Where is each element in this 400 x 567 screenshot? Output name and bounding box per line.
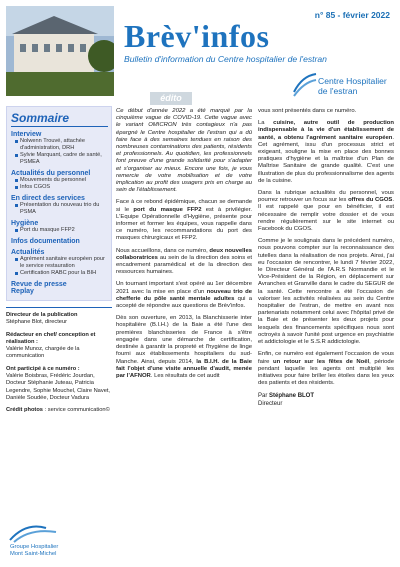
paragraph: Comme je le soulignais dans le précédent numéro, nous pouvons compter sur la reconnaissance des tutelles dans la réalisation de nos projets. Ainsi, j'ai eu l'occasion de rencontrer, le lundi 7 février 2022, le Directeur Général de l'A.R.S Normandie et le Vice-Président de la Région, en déplacement sur Avranches et Granville dans le cadre du SEGUR de la santé. Cette rencontre a été l'occasion de valoriser les activités réalisées au sein du Centre hospitalier de l'estran, de mettre en avant nos partenariats notamment celui avec l'hôpital privé de la Baie et de présenter les deux projets pour lesquels des financements spécifiques nous sont octroyés à savoir l'unité post urgence en psychiatrie et addictologie et le S.S.R addictologie. — [258, 238, 394, 346]
sidebar — [6, 106, 112, 516]
paragraph: Dans la rubrique actualités du personnel, vous pourrez retrouver un focus sur les offres du CGOS. Il est rappelé que pour en bénéficier, il est nécessaire de remplir votre dossier et de vous rendre régulièrement sur le site internet ou Facebook du CGOS. — [258, 190, 394, 233]
divider — [6, 307, 112, 308]
list-item: Agrément sanitaire européen pour le service restauration — [15, 256, 108, 270]
credit-director-name: Stéphane Blot, directeur — [6, 319, 68, 326]
paragraph: Face à ce rebond épidémique, chacun se demande si le port du masque FFP2 est à privilégier. L'Equipe Opérationnelle d'Hygiène, présente pour informer et former les équipes, vous rappelle dans ce numéro, les recommandations du port des masques chirurgicaux et FFP2. — [116, 199, 252, 242]
signature-role: Directeur — [258, 400, 283, 407]
logo-line2: de l'estran — [318, 86, 358, 96]
list-item: Présentation du nouveau trio du PSMA — [15, 202, 108, 216]
section-infos-documentation[interactable]: Infos documentation — [11, 238, 80, 245]
list-item: Port du masque FFP2 — [15, 227, 108, 234]
editorial-column-2 — [258, 108, 394, 408]
paragraph: Nous accueillons, dans ce numéro, deux nouvelles collaboratrices au sein de la direction des soins et encadrement paramédical et de la direction des ressources humaines. — [116, 247, 252, 276]
group-logo — [6, 520, 116, 562]
credit-photo-value: : service communication© — [44, 407, 110, 414]
credit-director-title: Directeur de la publication — [6, 312, 78, 318]
list-item: Certification RABC pour la BIH — [15, 270, 108, 277]
bulletin-subtitle: Bulletin d'information du Centre hospitalier de l'estran — [124, 54, 327, 64]
editorial-column-1 — [116, 108, 252, 385]
credit-contributors-title: Ont participé à ce numéro : — [6, 365, 80, 372]
signature-name: Stéphane BLOT — [269, 393, 315, 400]
credit-contributors: Valérie Boisbras, Frédéric Jourdan, Docteur Stéphanie Juteau, Patricia Legendre, Sophie Mouchel, Claire Navet, Danièle Soudée, Docteur Vadura — [6, 373, 111, 401]
section-revue-presse[interactable]: Revue de presse — [11, 281, 67, 288]
group-logo-line1: Groupe Hospitalier — [10, 544, 59, 550]
issue-number: n° 85 - février 2022 — [314, 10, 390, 20]
paragraph: La cuisine, autre outil de production indispensable à la vie d'un établissement de santé, a obtenu l'agrément sanitaire européen. Cet agrément, issu d'un processus strict et exigeant, souligne la mise en place des bonnes pratiques d'hygiène et la maîtrise d'un Plan de Maîtrise Sanitaire de grande qualité. C'est une illustration de plus du professionnalisme des agents de la cuisine. — [258, 120, 394, 184]
hospital-logo — [292, 66, 396, 100]
list-item: Infos CGOS — [15, 184, 108, 191]
paragraph: Ce début d'année 2022 a été marqué par la cinquième vague de COVID-19. Cette vague avec le variant OMICRON très contagieux n'a pas épargné le Centre hospitalier de l'estran qui a dû faire face à des semaines tendues en raison des nombreuses contaminations des patients, résidents et professionnels. Au quotidien, les professionnels font preuve d'une grande solidarité pour s'adapter et s'organiser au mieux. Encore une fois, je vous remercie de votre mobilisation et de votre implication au profit des usagers pris en charge au sein de l'établissement. — [116, 108, 252, 194]
header-photo — [6, 6, 114, 96]
section-en-direct[interactable]: En direct des services — [11, 195, 85, 202]
group-logo-icon — [6, 520, 66, 544]
paragraph: Un tournant important s'est opéré au 1er décembre 2021 avec la mise en place d'un nouveau trio de chefferie du pôle santé mentale adultes qui a accepté de répondre aux questions de Brèv'infos. — [116, 281, 252, 310]
signature: Par Stéphane BLOT Directeur — [258, 393, 315, 407]
logo-line1: Centre Hospitalier — [318, 76, 387, 86]
credits — [6, 307, 112, 415]
bulletin-title: Brèv'infos — [124, 18, 270, 54]
edito-tab: édito — [150, 92, 192, 105]
section-replay[interactable]: Replay — [11, 288, 34, 295]
sommaire-box — [6, 106, 112, 301]
section-actualites-personnel[interactable]: Actualités du personnel — [11, 170, 91, 177]
section-actualites[interactable]: Actualités — [11, 249, 45, 256]
section-interview[interactable]: Interview — [11, 131, 42, 138]
wave-logo-icon — [292, 66, 318, 100]
list-item: Nolwenn Trouvé, attachée d'administration, DRH — [15, 138, 108, 152]
credit-editor-name: Valérie Munoz, chargée de la communication — [6, 346, 80, 360]
paragraph: vous sont présentés dans ce numéro. — [258, 108, 357, 114]
paragraph: Dès son ouverture, en 2013, la Blanchisserie inter hospitalière (B.I.H.) de la Baie a été l'une des premières blanchisseries de France à s'être engagée dans une démarche de certification, destinée à garantir la propreté et l'hygiène de linge fourni aux établissements hospitaliers du sud-Manche. Ainsi, depuis 2014, la B.I.H. de la Baie fait l'objet d'une visite annuelle d'audit, menée par l'AFNOR. Les résultats de cet audit — [116, 315, 252, 379]
group-logo-line2: Mont Saint-Michel — [10, 551, 57, 557]
list-item: Mouvements du personnel — [15, 177, 108, 184]
credit-photo-title: Crédit photos — [6, 407, 43, 414]
paragraph: Enfin, ce numéro est également l'occasion de vous faire un retour sur les fêtes de Noël, période pendant laquelle les agents ont multiplié les initiatives pour faire briller les étoiles dans les yeux des patients et des résidents. — [258, 351, 394, 387]
sommaire-title: Sommaire — [11, 111, 108, 127]
list-item: Sylvie Marquant, cadre de santé, PSMEA — [15, 152, 108, 166]
section-hygiene[interactable]: Hygiène — [11, 220, 39, 227]
credit-editor-title: Rédacteur en chef/ conception et réalisation : — [6, 331, 96, 345]
